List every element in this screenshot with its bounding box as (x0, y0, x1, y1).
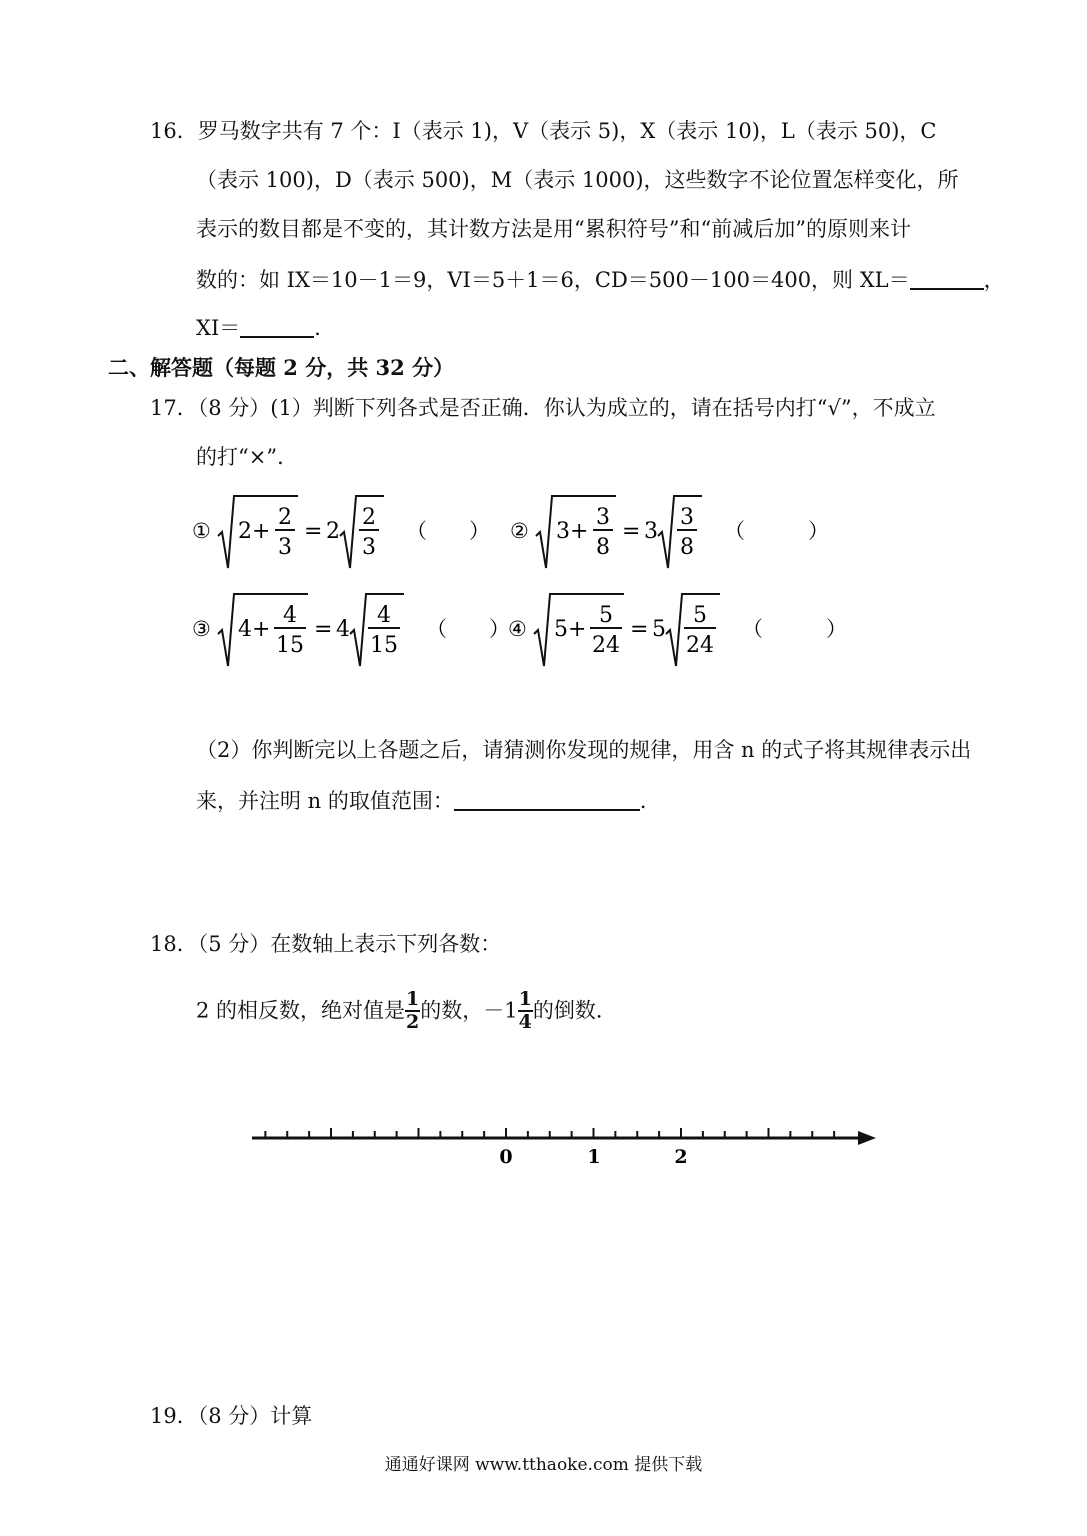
equals-sign: = (630, 617, 649, 642)
expression-whole: 3 (556, 519, 570, 544)
fraction-denominator: 15 (276, 633, 304, 658)
expression-whole: 2 (238, 519, 252, 544)
fraction-one-quarter (518, 990, 533, 1032)
q17-line2: 的打“×”． (196, 445, 299, 469)
expression-coefficient: 4 (336, 617, 350, 642)
plus-sign: + (568, 617, 587, 642)
fraction-denominator: 8 (596, 535, 610, 560)
q17-part2-line2 (196, 789, 661, 812)
fraction-denominator: 3 (362, 535, 376, 560)
answer-parentheses: （ ） (724, 519, 829, 543)
section-heading: 二、解答题（每题 2 分，共 32 分） (108, 355, 455, 380)
q18-line1: 18．（5 分）在数轴上表示下列各数： (150, 932, 502, 956)
equals-sign: = (314, 617, 333, 642)
expression-number: ④ (508, 617, 527, 641)
fraction-denominator: 2 (406, 1011, 420, 1033)
fraction-numerator: 5 (599, 603, 613, 628)
fraction-numerator: 1 (406, 988, 420, 1010)
arrow-right-icon (858, 1131, 876, 1145)
q16-line1: 16．罗马数字共有 7 个：I（表示 1)，V（表示 5)，X（表示 10)，L（表示 50)，C (150, 119, 937, 143)
q18-text-b: 的数，－1 (420, 998, 518, 1023)
plus-sign: + (570, 519, 589, 544)
q18-text-a: 2 的相反数，绝对值是 (196, 998, 406, 1023)
q16-line4-text: 数的：如 IX＝10－1＝9，VI＝5＋1＝6，CD＝500－100＝400，则 XL＝ (196, 268, 910, 292)
q18-line2 (196, 990, 617, 1032)
q16-line5 (196, 316, 335, 339)
fraction-denominator: 24 (686, 633, 714, 658)
expression-number: ② (510, 519, 529, 543)
q17-part2-end: ． (639, 789, 661, 813)
q16-line4-end: ， (983, 268, 1005, 292)
fraction-numerator: 2 (362, 505, 376, 530)
expression-whole: 5 (554, 617, 568, 642)
expression-coefficient: 2 (326, 519, 340, 544)
answer-blank-xl[interactable] (910, 268, 984, 290)
answer-blank-xi[interactable] (240, 316, 314, 338)
answer-parentheses: （ ） (426, 617, 510, 641)
fraction-numerator: 1 (518, 988, 532, 1010)
q16-line5-end: ． (314, 316, 336, 340)
fraction-numerator: 5 (693, 603, 707, 628)
q18-text-c: 的倒数． (532, 998, 617, 1023)
fraction-denominator: 15 (370, 633, 398, 658)
q17-expressions (0, 490, 1087, 690)
q17-line1: 17．（8 分）(1）判断下列各式是否正确．你认为成立的，请在括号内打“√”，不成立 (150, 396, 936, 420)
fraction-denominator: 3 (278, 535, 292, 560)
plus-sign: + (252, 617, 271, 642)
q16-line3: 表示的数目都是不变的，其计数方法是用“累积符号”和“前减后加”的原则来计 (196, 217, 911, 241)
axis-label-0: 0 (499, 1146, 513, 1168)
equals-sign: = (622, 519, 641, 544)
expression-coefficient: 3 (644, 519, 658, 544)
equals-sign: = (304, 519, 323, 544)
page-footer: 通通好课网 www.tthaoke.com 提供下载 (384, 1455, 703, 1475)
expression-whole: 4 (238, 617, 252, 642)
plus-sign: + (252, 519, 271, 544)
q17-part2-text: 来，并注明 n 的取值范围： (196, 789, 454, 813)
q16-line5-text: XI＝ (196, 316, 241, 340)
answer-parentheses: （ ） (742, 617, 847, 641)
expression-number: ① (192, 519, 211, 543)
q17-part2-line1: （2）你判断完以上各题之后，请猜测你发现的规律，用含 n 的式子将其规律表示出 (196, 738, 972, 762)
q16-line2: （表示 100)，D（表示 500)，M（表示 1000)，这些数字不论位置怎样变化，所 (196, 168, 959, 192)
expression-number: ③ (192, 617, 211, 641)
q19-line1: 19．（8 分）计算 (150, 1404, 313, 1428)
answer-blank-rule[interactable] (454, 789, 640, 811)
expression-coefficient: 5 (652, 617, 666, 642)
fraction-numerator: 3 (596, 505, 610, 530)
fraction-one-half (405, 990, 420, 1032)
fraction-numerator: 4 (283, 603, 297, 628)
q16-line4 (196, 268, 1005, 291)
fraction-denominator: 4 (518, 1011, 532, 1033)
answer-parentheses: （ ） (406, 519, 490, 543)
fraction-numerator: 2 (278, 505, 292, 530)
fraction-denominator: 8 (680, 535, 694, 560)
number-line[interactable] (0, 1120, 1087, 1180)
fraction-numerator: 4 (377, 603, 391, 628)
axis-label-1: 1 (587, 1146, 601, 1168)
fraction-numerator: 3 (680, 505, 694, 530)
fraction-denominator: 24 (592, 633, 620, 658)
axis-label-2: 2 (674, 1146, 688, 1168)
